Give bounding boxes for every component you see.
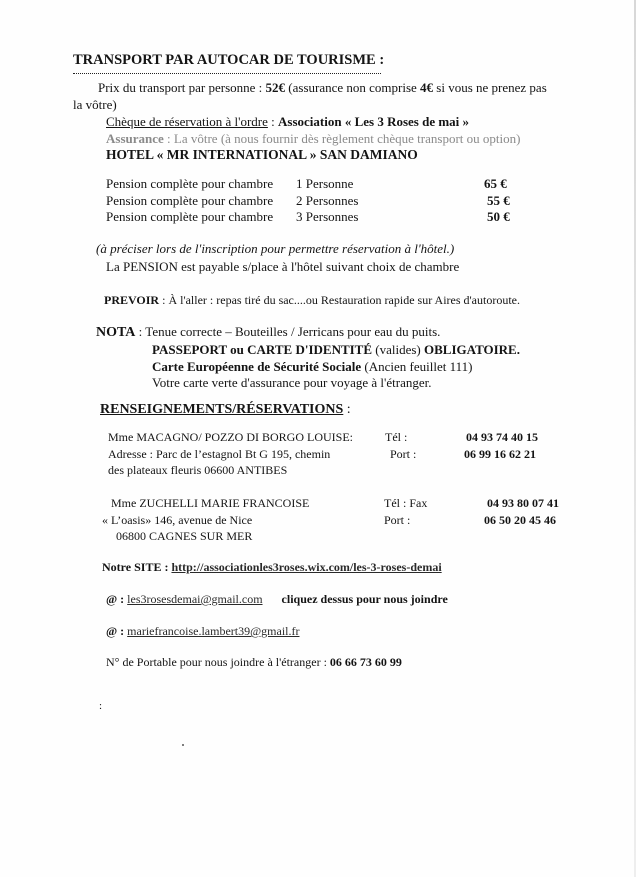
pension-row-persons: 3 Personnes [296,209,359,224]
prevoir-line [104,293,520,308]
assurance-label: Assurance [106,131,164,146]
site-label: Notre SITE : [102,560,169,574]
renseignements-title: RENSEIGNEMENTS/RÉSERVATIONS [100,402,344,417]
email2-line [106,624,299,639]
contact2-port: 06 50 20 45 46 [484,513,556,527]
nota-line-1 [96,324,440,341]
passport-text: PASSEPORT ou CARTE D'IDENTITÉ [152,342,373,357]
pension-row-label: Pension complète pour chambre [106,209,274,224]
nota-line-2 [152,342,520,358]
nota-line-4: Votre carte verte d'assurance pour voyage à l'étranger. [152,375,432,390]
insurance-amount: 4€ [420,80,434,95]
prevoir-label: PREVOIR [104,293,160,307]
contact2-address-2: 06800 CAGNES SUR MER [116,529,253,543]
pension-row-price: 65 € [484,176,507,191]
stray-dot [182,744,184,746]
pension-row-persons: 1 Personne [296,176,354,191]
prevoir-text: : À l'aller : repas tiré du sac....ou Restauration rapide sur Aires d'autoroute. [162,293,520,307]
pension-row-label: Pension complète pour chambre [106,193,274,208]
price-value: 52€ [265,80,286,95]
title-colon: : [379,52,385,68]
contact1-name: Mme MACAGNO/ POZZO DI BORGO LOUISE: [108,430,353,444]
nota-label: NOTA [96,325,136,340]
renseignements-colon: : [346,402,351,417]
email1-link[interactable]: les3rosesdemai@gmail.com [127,592,263,606]
contact2-name: Mme ZUCHELLI MARIE FRANCOISE [111,496,310,510]
nota-line-3 [152,359,472,375]
contact1-tel: 04 93 74 40 15 [466,430,538,444]
cheque-payee: Association « Les 3 Roses de mai » [278,114,470,129]
stray-colon: : [99,700,103,712]
transport-price-line [98,80,547,96]
site-link[interactable]: http://associationles3roses.wix.com/les-3-roses-demai [171,560,442,574]
cheque-colon: : [271,114,275,129]
pension-row-price: 55 € [487,193,510,208]
transport-price-line-2: la vôtre) [73,97,117,112]
contact2-tel: 04 93 80 07 41 [487,496,559,510]
pension-row-label: Pension complète pour chambre [106,176,274,191]
nota-text: : Tenue correcte – Bouteilles / Jerricans pour eau du puits. [138,324,441,339]
price-note-cont: si vous ne prenez pas [436,80,547,95]
site-line [102,560,442,575]
pension-payable-note: La PENSION est payable s/place à l'hôtel suivant choix de chambre [106,259,460,274]
phone-abroad-label: N° de Portable pour nous joindre à l'étranger : [106,655,327,669]
phone-abroad-line [106,655,402,670]
contact2-port-label: Port : [384,513,411,527]
email1-line [106,592,448,607]
secu-card-text: Carte Européenne de Sécurité Sociale [152,359,362,374]
email2-link[interactable]: mariefrancoise.lambert39@gmail.fr [127,624,300,638]
title-dotted-rule [73,73,381,74]
contact1-address-1: Adresse : Parc de l’estagnol Bt G 195, chemin [108,447,331,461]
email2-at-icon: @ : [106,624,125,638]
assurance-text: : La vôtre (à nous fournir dès règlement chèque transport ou option) [167,131,521,146]
contact2-address-1: « L’oasis» 146, avenue de Nice [102,513,253,527]
obligatoire-text: OBLIGATOIRE. [424,342,520,357]
assurance-line [106,131,520,147]
email1-note: cliquez dessus pour nous joindre [281,592,448,606]
contact1-port: 06 99 16 62 21 [464,447,536,461]
valides-text: (valides) [375,342,421,357]
hotel-name: HOTEL « MR INTERNATIONAL » SAN DAMIANO [106,147,418,162]
pension-row-persons: 2 Personnes [296,193,359,208]
contact1-port-label: Port : [390,447,417,461]
renseignements-heading [100,402,351,418]
contact1-tel-label: Tél : [385,430,408,444]
hotel-note: (à préciser lors de l'inscription pour permettre réservation à l'hôtel.) [96,241,455,256]
price-note: (assurance non comprise [288,80,417,95]
cheque-label: Chèque de réservation à l'ordre [106,114,268,129]
price-label: Prix du transport par personne : [98,80,263,95]
phone-abroad-number: 06 66 73 60 99 [329,655,402,669]
contact1-address-2: des plateaux fleuris 06600 ANTIBES [108,463,288,477]
cheque-line [106,114,469,130]
contact2-tel-label: Tél : Fax [384,496,428,510]
ancien-feuillet-text: (Ancien feuillet 111) [364,359,473,374]
title-text: TRANSPORT PAR AUTOCAR DE TOURISME [73,52,376,68]
email1-at-icon: @ : [106,592,125,606]
page-title [73,52,384,69]
pension-row-price: 50 € [487,209,510,224]
